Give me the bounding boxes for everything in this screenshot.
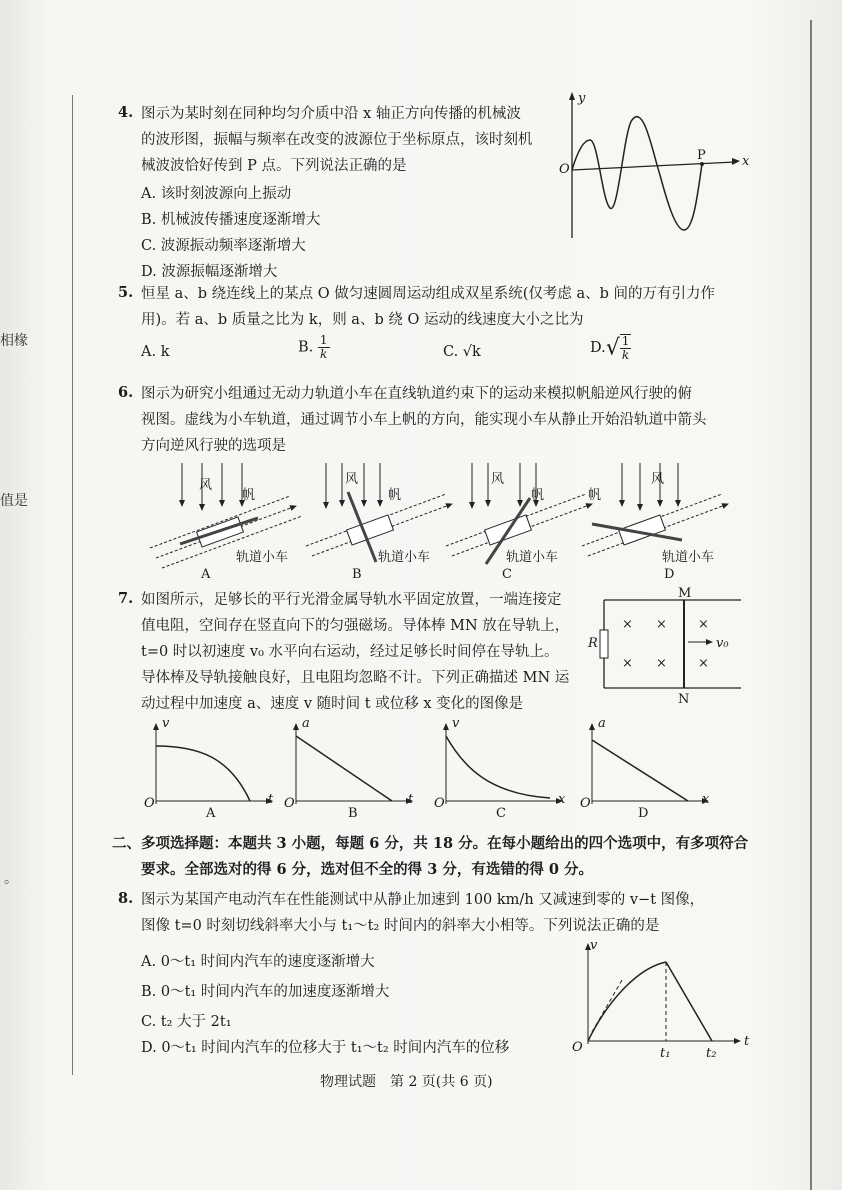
page-footer: 物理试题 第 2 页(共 6 页) bbox=[320, 1074, 493, 1090]
q7-graph-b-o: O bbox=[284, 796, 295, 811]
q5-option-d-fraction bbox=[620, 334, 632, 362]
q6-stem-line1: 图示为研究小组通过无动力轨道小车在直线轨道约束下的运动来模拟帆船逆风行驶的俯 bbox=[141, 386, 692, 402]
q7-cross-2: × bbox=[656, 617, 667, 632]
q6-a-cart: 轨道小车 bbox=[236, 550, 289, 565]
q7-cross-1: × bbox=[622, 617, 633, 632]
q7-graph-a-label: A bbox=[206, 806, 216, 821]
q4-option-d: D. 波源振幅逐渐增大 bbox=[141, 264, 278, 280]
q6-c-sail: 帆 bbox=[531, 488, 545, 503]
q8-stem-line1: 图示为某国产电动汽车在性能测试中从静止加速到 100 km/h 又减速到零的 v−t 图像， bbox=[141, 892, 705, 908]
q4-y-label: y bbox=[578, 91, 586, 106]
q7-stem-line1: 如图所示，足够长的平行光滑金属导轨水平固定放置，一端连接定 bbox=[141, 592, 562, 608]
q8-t-label: t bbox=[744, 1034, 750, 1049]
q6-d-label: D bbox=[664, 567, 675, 582]
q5-option-c: C. √k bbox=[443, 344, 481, 360]
q4-origin-label: O bbox=[559, 162, 570, 177]
q5-stem-line2: 用)。若 a、b 质量之比为 k，则 a、b 绕 O 运动的线速度大小之比为 bbox=[141, 312, 584, 328]
edge-fragment-1: 相椽 bbox=[0, 333, 28, 349]
q6-b-sail: 帆 bbox=[388, 488, 402, 503]
q6-number: 6. bbox=[118, 384, 134, 401]
q5-option-d bbox=[590, 334, 631, 362]
q7-m-label: M bbox=[678, 586, 692, 601]
q7-stem-line2: 值电阻，空间存在竖直向下的匀强磁场。导体棒 MN 放在导轨上， bbox=[141, 618, 570, 634]
q5-option-b-letter: B. bbox=[298, 339, 314, 356]
q7-graph-a bbox=[150, 718, 280, 808]
q5-option-d-denominator: k bbox=[621, 348, 630, 362]
q7-cross-5: × bbox=[656, 656, 667, 671]
q8-v-label: v bbox=[590, 938, 598, 953]
q7-graph-c-y: v bbox=[452, 716, 460, 731]
q4-number: 4. bbox=[118, 104, 134, 121]
q8-o-label: O bbox=[572, 1040, 583, 1055]
q8-number: 8. bbox=[118, 890, 134, 907]
q5-option-b-denominator: k bbox=[320, 347, 328, 361]
q5-option-b-fraction bbox=[318, 334, 330, 361]
q7-stem-line3: t=0 时以初速度 v₀ 水平向右运动，经过足够长时间停在导轨上。 bbox=[141, 644, 559, 660]
q4-p-label: P bbox=[697, 148, 706, 163]
edge-fragment-3: 。 bbox=[4, 871, 18, 887]
q7-cross-4: × bbox=[622, 656, 633, 671]
q7-r-label: R bbox=[588, 636, 598, 651]
q7-stem-line5: 动过程中加速度 a、速度 v 随时间 t 或位移 x 变化的图像是 bbox=[141, 696, 524, 712]
q7-graph-b-label: B bbox=[348, 806, 358, 821]
q7-graph-a-y: v bbox=[162, 716, 170, 731]
q5-option-a: A. k bbox=[141, 344, 170, 360]
q8-option-c: C. t₂ 大于 2t₁ bbox=[141, 1014, 232, 1030]
q7-graph-a-o: O bbox=[144, 796, 155, 811]
edge-fragment-2: 值是 bbox=[0, 493, 28, 509]
q7-v0-label: v₀ bbox=[716, 636, 729, 651]
q6-d-sail: 帆 bbox=[588, 488, 602, 503]
q7-graph-c-x: x bbox=[558, 792, 566, 807]
q5-option-d-numerator: 1 bbox=[621, 334, 630, 348]
q8-option-b: B. 0～t₁ 时间内汽车的加速度逐渐增大 bbox=[141, 984, 390, 1000]
q7-graph-d bbox=[586, 718, 716, 808]
q6-d-cart: 轨道小车 bbox=[662, 550, 715, 565]
q7-graph-d-label: D bbox=[638, 806, 649, 821]
q7-n-label: N bbox=[678, 692, 690, 707]
q6-b-wind: 风 bbox=[345, 472, 359, 487]
q6-a-sail: 帆 bbox=[242, 488, 256, 503]
q5-number: 5. bbox=[118, 284, 134, 301]
page-edge-line bbox=[810, 20, 812, 1190]
q6-stem-line3: 方向逆风行驶的选项是 bbox=[141, 438, 286, 454]
section2-heading-line2: 要求。全部选对的得 6 分，选对但不全的得 3 分，有选错的得 0 分。 bbox=[141, 861, 594, 878]
q7-graph-c-label: C bbox=[496, 806, 506, 821]
q4-wave-figure bbox=[560, 90, 750, 240]
q7-graph-b bbox=[290, 718, 420, 808]
q8-t2-label: t₂ bbox=[706, 1046, 717, 1061]
q8-option-a: A. 0～t₁ 时间内汽车的速度逐渐增大 bbox=[141, 954, 375, 970]
q6-a-wind: 风 bbox=[199, 478, 213, 493]
q5-option-b-numerator: 1 bbox=[319, 333, 328, 347]
q7-cross-6: × bbox=[698, 656, 709, 671]
q6-b-label: B bbox=[352, 567, 362, 582]
q6-c-wind: 风 bbox=[491, 472, 505, 487]
q8-vt-figure bbox=[578, 940, 748, 1050]
q8-option-d: D. 0～t₁ 时间内汽车的位移大于 t₁～t₂ 时间内汽车的位移 bbox=[141, 1040, 510, 1056]
q5-stem-line1: 恒星 a、b 绕连线上的某点 O 做匀速圆周运动组成双星系统(仅考虑 a、b 间的万有引力作 bbox=[141, 286, 716, 302]
sqrt-icon: √ bbox=[605, 335, 620, 361]
q7-graph-b-x: t bbox=[408, 792, 414, 807]
binding-margin-line bbox=[72, 95, 73, 1075]
q6-a-label: A bbox=[201, 567, 211, 582]
q7-cross-3: × bbox=[698, 617, 709, 632]
q6-stem-line2: 视图。虚线为小车轨道，通过调节小车上帆的方向，能实现小车从静止开始沿轨道中箭头 bbox=[141, 412, 707, 428]
q7-graph-d-y: a bbox=[598, 716, 606, 731]
q5-option-d-letter: D. bbox=[590, 340, 606, 356]
q4-stem-line2: 的波形图，振幅与频率在改变的波源位于坐标原点，该时刻机 bbox=[141, 132, 533, 148]
q7-stem-line4: 导体棒及导轨接触良好，且电阻均忽略不计。下列正确描述 MN 运 bbox=[141, 670, 570, 686]
q4-stem-line1: 图示为某时刻在同种均匀介质中沿 x 轴正方向传播的机械波 bbox=[141, 106, 521, 122]
q4-option-a: A. 该时刻波源向上振动 bbox=[141, 186, 292, 202]
q6-c-label: C bbox=[502, 567, 512, 582]
q7-graph-b-y: a bbox=[302, 716, 310, 731]
q8-t1-label: t₁ bbox=[660, 1046, 671, 1061]
q4-x-label: x bbox=[742, 154, 750, 169]
section2-heading-line1: 二、多项选择题：本题共 3 小题，每题 6 分，共 18 分。在每小题给出的四个选项中，有多项符合 bbox=[112, 835, 749, 852]
q5-option-b bbox=[298, 334, 330, 361]
q7-graph-c bbox=[440, 718, 570, 808]
q6-b-cart: 轨道小车 bbox=[378, 550, 431, 565]
q7-number: 7. bbox=[118, 590, 134, 607]
q4-option-c: C. 波源振动频率逐渐增大 bbox=[141, 238, 306, 254]
q4-stem-line3: 械波波恰好传到 P 点。下列说法正确的是 bbox=[141, 158, 407, 174]
q4-option-b: B. 机械波传播速度逐渐增大 bbox=[141, 212, 321, 228]
q7-graph-c-o: O bbox=[434, 796, 445, 811]
q6-d-wind: 风 bbox=[651, 472, 665, 487]
q7-graph-a-x: t bbox=[268, 792, 274, 807]
q6-c-cart: 轨道小车 bbox=[506, 550, 559, 565]
q7-graph-d-x: x bbox=[702, 792, 710, 807]
q7-graph-d-o: O bbox=[580, 796, 591, 811]
q8-stem-line2: 图像 t=0 时刻切线斜率大小与 t₁～t₂ 时间内的斜率大小相等。下列说法正确的是 bbox=[141, 918, 660, 934]
